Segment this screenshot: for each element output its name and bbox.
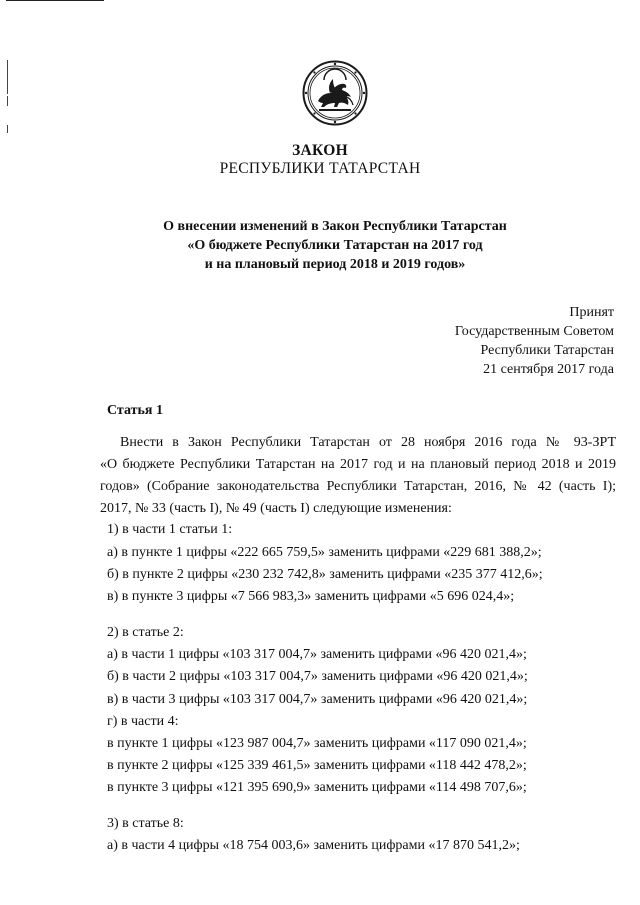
change-item: в пункте 2 цифры «125 339 461,5» заменить цифрами «118 442 478,2»; [107,758,527,773]
heading-line: и на плановый период 2018 и 2019 годов» [204,257,466,272]
change-item: 1) в части 1 статьи 1: [107,522,233,537]
article-intro [100,432,616,520]
adoption-block [455,303,614,379]
change-item: а) в части 4 цифры «18 754 003,6» заменить цифрами «17 870 541,2»; [107,838,520,853]
coat-of-arms-icon [302,60,368,126]
change-item: г) в части 4: [107,714,179,729]
change-item: б) в пункте 2 цифры «230 232 742,8» заменить цифрами «235 377 412,6»; [107,567,543,582]
margin-mark [7,60,8,94]
adoption-line: Республики Татарстан [480,343,614,358]
margin-mark [7,96,8,106]
intro-line: «О бюджете Республики Татарстан на 2017 год и на плановый период 2018 и 2019 [100,457,616,472]
change-item: б) в части 2 цифры «103 317 004,7» заменить цифрами «96 420 021,4»; [107,669,528,684]
article-title: Статья 1 [107,403,163,418]
change-item: в) в пункте 3 цифры «7 566 983,3» заменить цифрами «5 696 024,4»; [107,589,515,604]
law-subtitle: РЕСПУБЛИКИ ТАТАРСТАН [219,160,421,177]
change-item: в пункте 1 цифры «123 987 004,7» заменить цифрами «117 090 021,4»; [107,736,527,751]
top-rule [6,0,104,1]
margin-mark [7,125,8,133]
law-title: ЗАКОН [292,142,348,159]
intro-line: 2017, № 33 (часть I), № 49 (часть I) следующие изменения: [100,501,452,516]
intro-line: Внести в Закон Республики Татарстан от 28 ноября 2016 года № 93-ЗРТ [120,435,616,450]
heading-line: О внесении изменений в Закон Республики Татарстан [163,219,507,234]
change-item: 3) в статье 8: [107,816,184,831]
change-item: а) в пункте 1 цифры «222 665 759,5» заменить цифрами «229 681 388,2»; [107,545,542,560]
change-item: в) в части 3 цифры «103 317 004,7» заменить цифрами «96 420 021,4»; [107,692,528,707]
intro-line: годов» (Собрание законодательства Республики Татарстан, 2016, № 42 (часть I); [100,479,616,494]
adoption-line: Государственным Советом [454,324,614,339]
change-item: 2) в статье 2: [107,625,184,640]
change-item: в пункте 3 цифры «121 395 690,9» заменить цифрами «114 498 707,6»; [107,780,527,795]
heading-line: «О бюджете Республики Татарстан на 2017 год [187,238,483,253]
adoption-line: Принят [569,305,614,320]
adoption-date: 21 сентября 2017 года [483,362,614,377]
change-item: а) в части 1 цифры «103 317 004,7» заменить цифрами «96 420 021,4»; [107,647,527,662]
